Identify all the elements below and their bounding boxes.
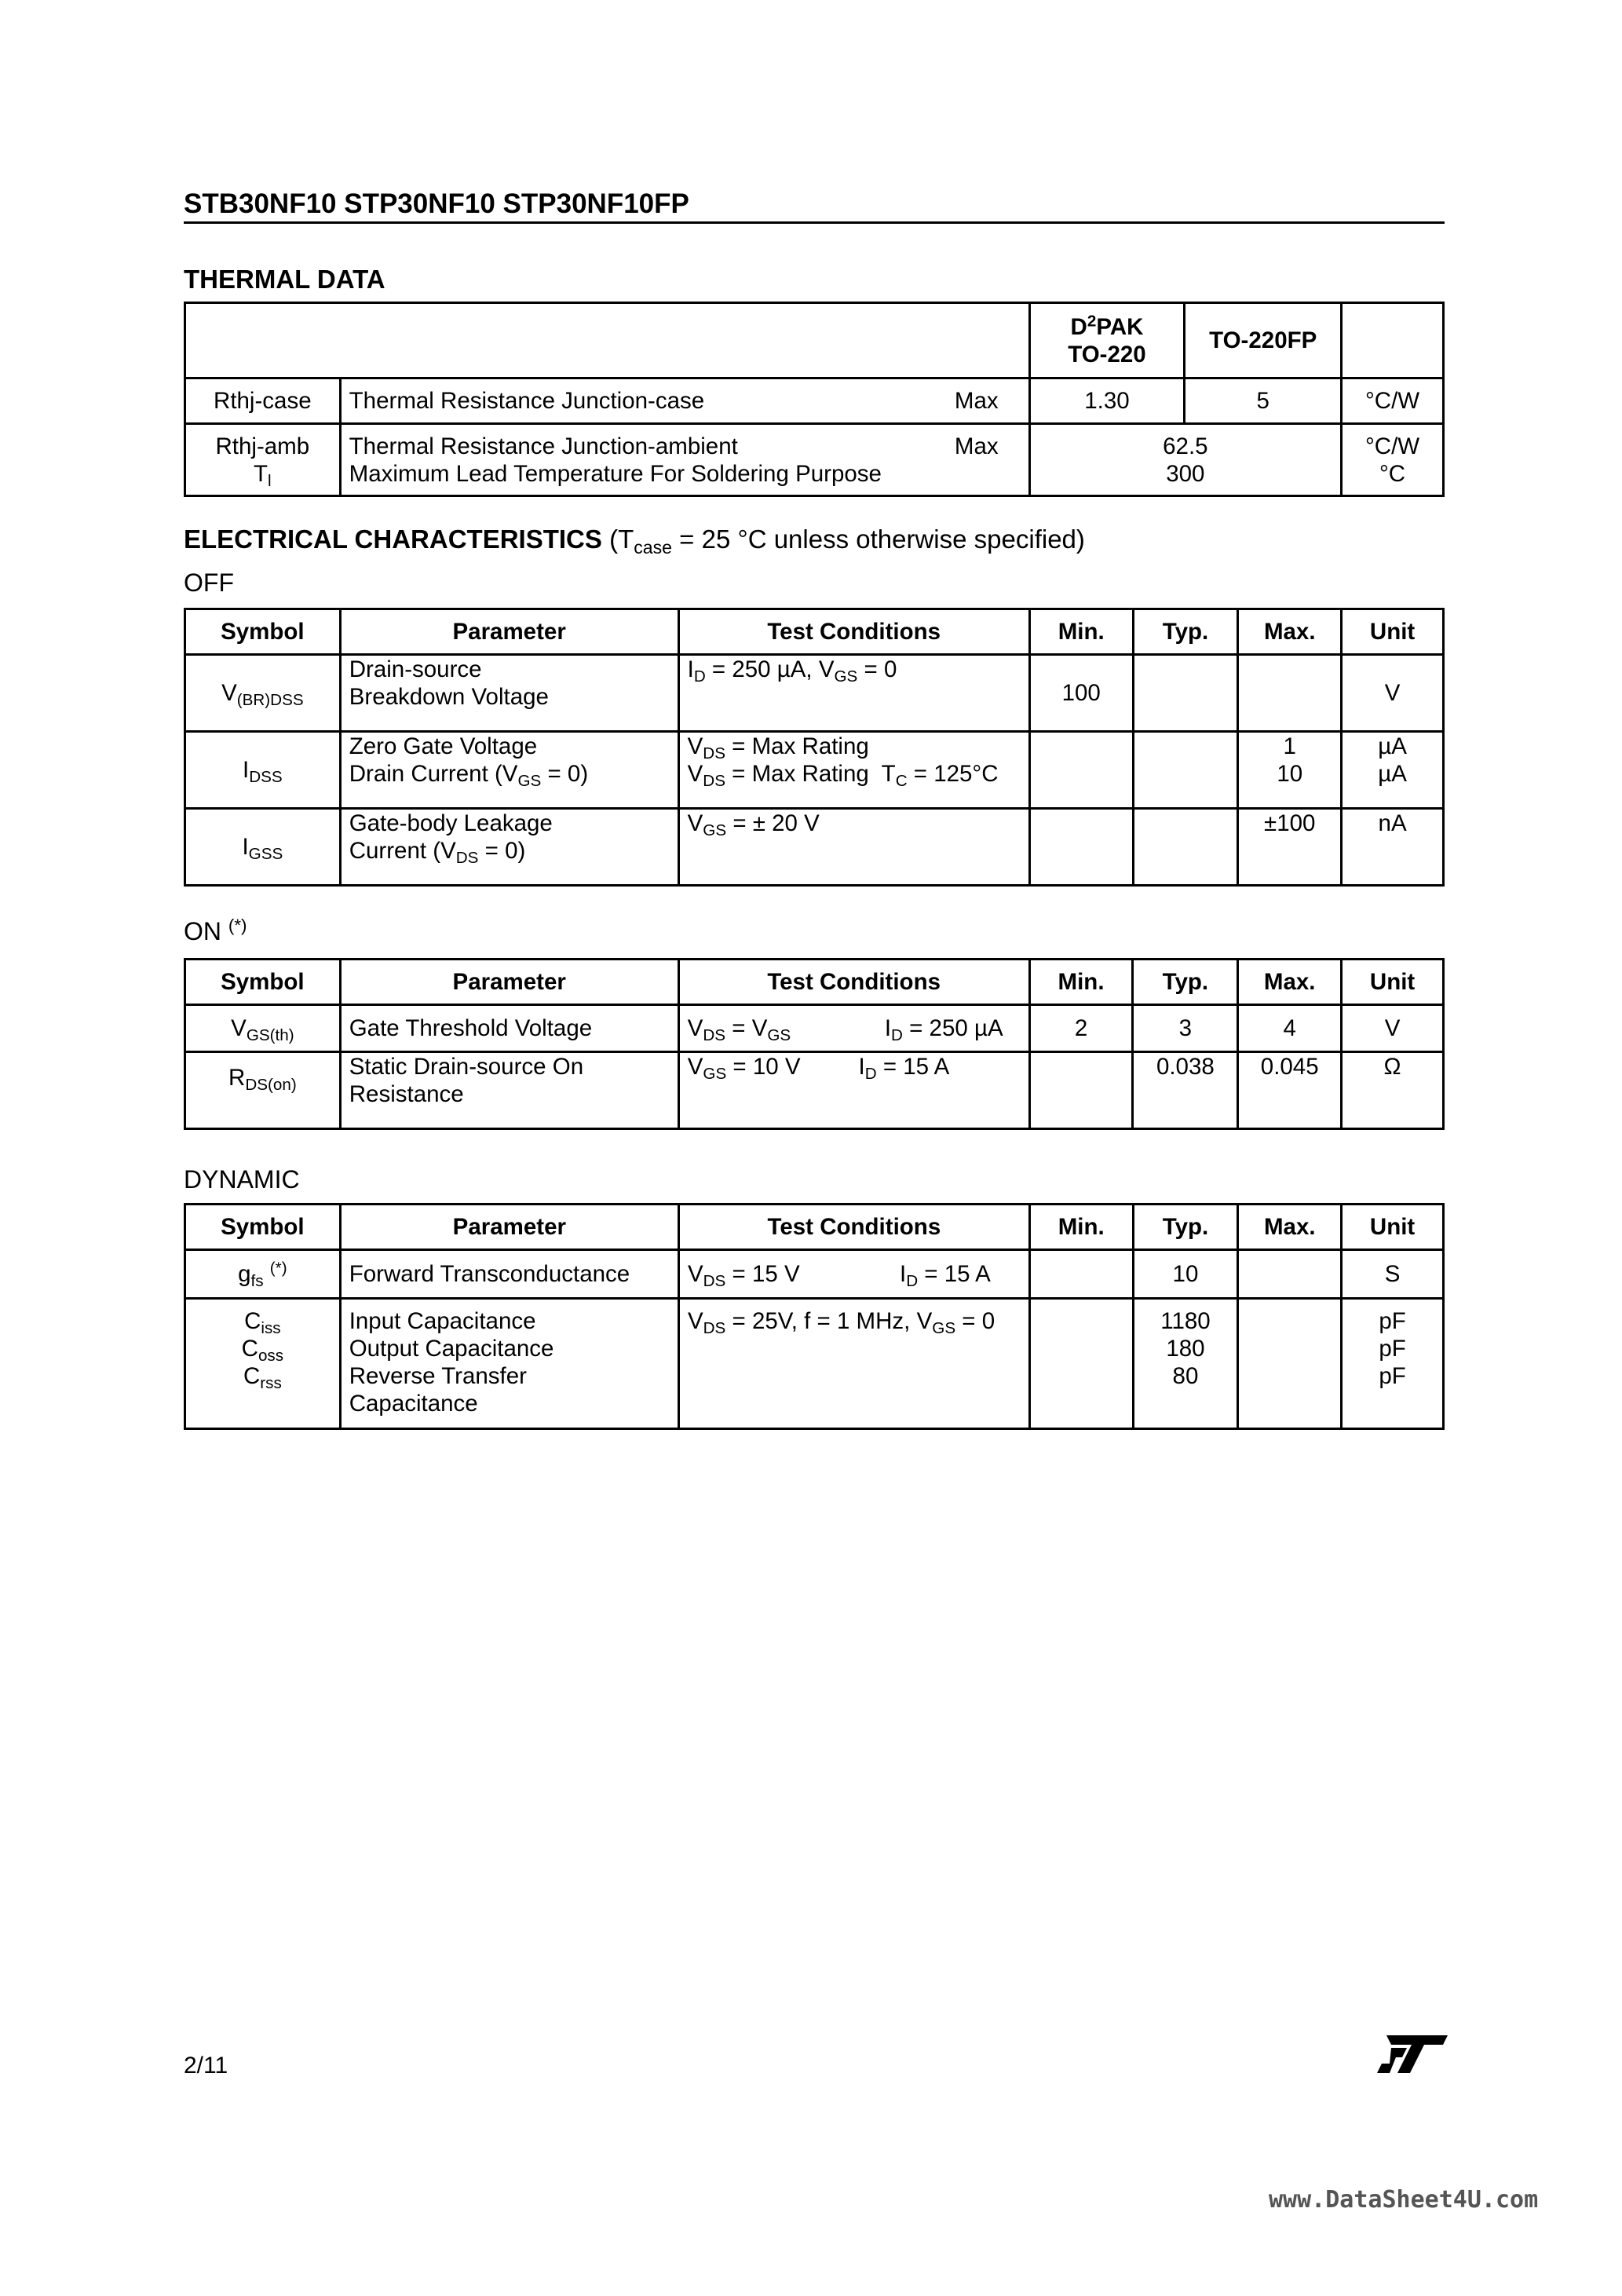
symbol-cell: $V_{GS(th)}$ (185, 1005, 341, 1052)
symbol-cell: $I_{DSS}$ (185, 732, 341, 809)
symbol-cell: $V_{(BR)DSS}$ (185, 655, 341, 732)
parameter-cell: Gate-body Leakage Current $(V_{DS} = 0)$ (340, 809, 678, 886)
header-max: Max. (1238, 960, 1342, 1005)
table-row (185, 1299, 1444, 1429)
header-max: Max. (1238, 1205, 1342, 1250)
thermal-heading: THERMAL DATA (184, 265, 385, 294)
header-unit: Unit (1342, 960, 1444, 1005)
max-cell: 0.045 (1238, 1052, 1342, 1129)
parameter-cell: Zero Gate Voltage Drain Current $(V_{GS} = 0)$ (340, 732, 678, 809)
header-typ: Typ. (1133, 960, 1238, 1005)
header-symbol: Symbol (185, 1205, 341, 1250)
symbol-cell: $I_{GSS}$ (185, 809, 341, 886)
header-unit: Unit (1342, 1205, 1444, 1250)
thermal-header-blank (185, 303, 1030, 378)
symbol-cell: $R_{DS(on)}$ (185, 1052, 341, 1129)
header-symbol: Symbol (185, 609, 341, 655)
parameter-cell: Forward Transconductance (340, 1250, 678, 1299)
min-cell (1029, 1299, 1133, 1429)
header-conditions: Test Conditions (678, 609, 1029, 655)
typ-cell: 10 (1133, 1250, 1238, 1299)
min-cell (1029, 809, 1133, 886)
header-parameter: Parameter (340, 960, 678, 1005)
unit-cell: S (1342, 1250, 1444, 1299)
table-header-row (185, 1205, 1444, 1250)
typ-cell (1133, 809, 1238, 886)
conditions-cell: $I_D = 250$ µA, $V_{GS} = 0$ (678, 655, 1029, 732)
parameter-cell: Drain-source Breakdown Voltage (340, 655, 678, 732)
max-cell (1238, 1250, 1342, 1299)
typ-cell: 1180 180 80 (1133, 1299, 1238, 1429)
parameter-cell: Thermal Resistance Junction-ambient Max Maximum Lead Temperature For Soldering Purpose (340, 424, 1029, 496)
header-min: Min. (1029, 609, 1133, 655)
header-min: Min. (1029, 1205, 1133, 1250)
conditions-cell: $V_{DS}$ = Max Rating $V_{DS}$ = Max Rating $T_C = 125^\circ C$ (678, 732, 1029, 809)
header-min: Min. (1029, 960, 1133, 1005)
max-cell: 1 10 (1238, 732, 1342, 809)
header-max: Max. (1238, 609, 1342, 655)
min-cell (1029, 1250, 1133, 1299)
typ-cell (1133, 732, 1238, 809)
page-number: 2/11 (184, 2053, 228, 2078)
st-logo-icon (1375, 2034, 1448, 2075)
value-cell: 1.30 (1029, 378, 1185, 424)
thermal-header-unit (1342, 303, 1444, 378)
unit-cell: Ω (1342, 1052, 1444, 1129)
unit-cell: °C/W (1342, 378, 1444, 424)
max-cell (1238, 655, 1342, 732)
min-cell (1029, 732, 1133, 809)
header-typ: Typ. (1133, 609, 1238, 655)
unit-cell: °C/W °C (1342, 424, 1444, 496)
thermal-header-row (185, 303, 1444, 378)
watermark: www.DataSheet4U.com (1269, 2186, 1539, 2214)
document-title: STB30NF10 STP30NF10 STP30NF10FP (184, 188, 689, 219)
title-rule (184, 221, 1445, 224)
parameter-cell: Input Capacitance Output Capacitance Reverse Transfer Capacitance (340, 1299, 678, 1429)
parameter-cell: Thermal Resistance Junction-case Max (340, 378, 1029, 424)
parameter-cell: Static Drain-source On Resistance (340, 1052, 678, 1129)
off-table (184, 608, 1445, 887)
dynamic-table (184, 1203, 1445, 1430)
table-row (185, 809, 1444, 886)
parameter-cell: Gate Threshold Voltage (340, 1005, 678, 1052)
on-heading: ON (*) (184, 915, 247, 945)
col-to220fp: TO-220FP (1185, 303, 1342, 378)
table-row (185, 732, 1444, 809)
thermal-row-amb (185, 424, 1444, 496)
unit-cell: pF pF pF (1342, 1299, 1444, 1429)
table-row (185, 655, 1444, 732)
value-cell: 5 (1185, 378, 1342, 424)
min-cell: 2 (1029, 1005, 1133, 1052)
typ-cell: 3 (1133, 1005, 1238, 1052)
max-cell: 4 (1238, 1005, 1342, 1052)
conditions-cell: $V_{GS}$ = ± 20 V (678, 809, 1029, 886)
unit-cell: µA µA (1342, 732, 1444, 809)
min-cell: 100 (1029, 655, 1133, 732)
table-row (185, 1250, 1444, 1299)
electrical-heading: ELECTRICAL CHARACTERISTICS ($T_{case} = 25$ °C unless otherwise specified) (184, 525, 1085, 558)
header-unit: Unit (1342, 609, 1444, 655)
header-parameter: Parameter (340, 1205, 678, 1250)
unit-cell: V (1342, 655, 1444, 732)
table-header-row (185, 960, 1444, 1005)
typ-cell: 0.038 (1133, 1052, 1238, 1129)
min-cell (1029, 1052, 1133, 1129)
conditions-cell: $V_{GS} = 10$ V $I_D = 15$ A (678, 1052, 1029, 1129)
unit-cell: V (1342, 1005, 1444, 1052)
table-header-row (185, 609, 1444, 655)
thermal-row-case (185, 378, 1444, 424)
symbol-cell: Rthj-amb $T_l$ (185, 424, 341, 496)
max-cell: ±100 (1238, 809, 1342, 886)
table-row (185, 1052, 1444, 1129)
typ-cell (1133, 655, 1238, 732)
conditions-cell: $V_{DS} = 15$ V $I_D = 15$ A (678, 1250, 1029, 1299)
table-row (185, 1005, 1444, 1052)
conditions-cell: $V_{DS} = V_{GS}$ $I_D = 250$ µA (678, 1005, 1029, 1052)
header-conditions: Test Conditions (678, 1205, 1029, 1250)
conditions-cell: $V_{DS} = 25V$, f = 1 MHz, $V_{GS} = 0$ (678, 1299, 1029, 1429)
header-typ: Typ. (1133, 1205, 1238, 1250)
unit-cell: nA (1342, 809, 1444, 886)
col-d2pak-to220: $D^2PAK$ TO-220 (1029, 303, 1185, 378)
symbol-cell: $C_{iss}$ $C_{oss}$ $C_{rss}$ (185, 1299, 341, 1429)
dynamic-heading: DYNAMIC (184, 1165, 300, 1194)
max-cell (1238, 1299, 1342, 1429)
header-conditions: Test Conditions (678, 960, 1029, 1005)
symbol-cell: $g_{fs}$ (*) (185, 1250, 341, 1299)
header-symbol: Symbol (185, 960, 341, 1005)
value-cell: 62.5 300 (1029, 424, 1341, 496)
on-table (184, 958, 1445, 1130)
thermal-table (184, 302, 1445, 497)
symbol-cell: Rthj-case (185, 378, 341, 424)
header-parameter: Parameter (340, 609, 678, 655)
off-heading: OFF (184, 569, 234, 597)
